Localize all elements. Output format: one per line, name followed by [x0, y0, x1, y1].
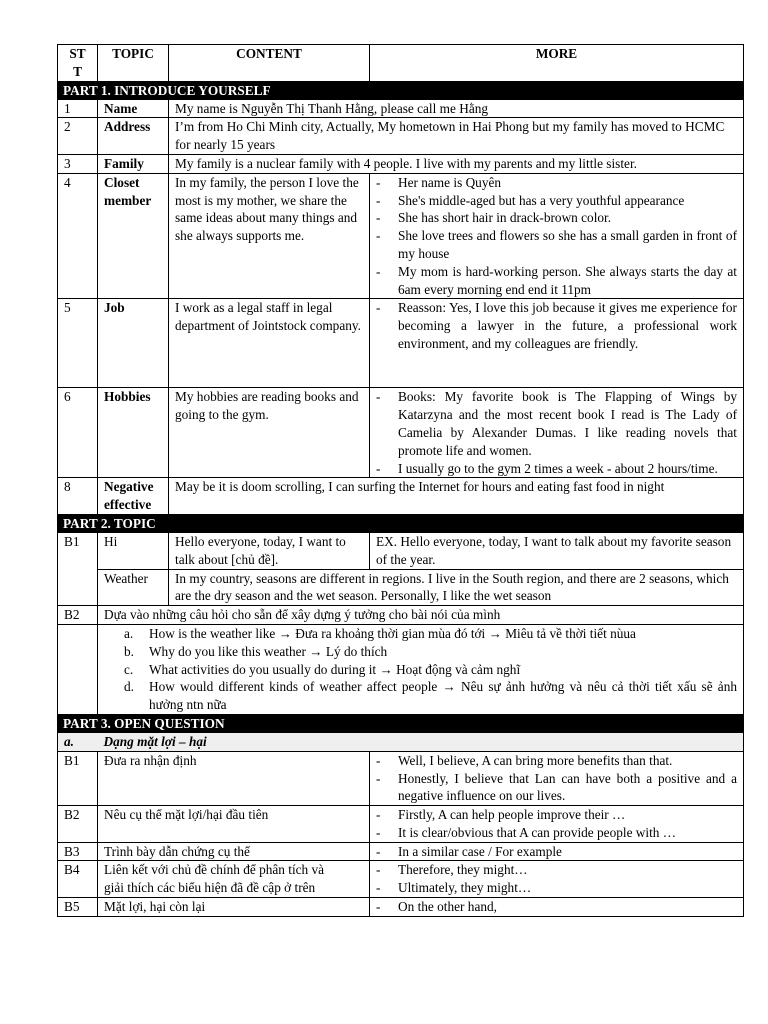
header-content: CONTENT: [169, 45, 370, 82]
list-item: - Well, I believe, A can bring more benefits than that.: [376, 752, 737, 770]
row-number: 8: [58, 478, 98, 515]
row-topic: Job: [98, 299, 169, 388]
part3-title: PART 3. OPEN QUESTION: [58, 714, 744, 732]
row-more: [370, 806, 744, 843]
list-item: - Books: My favorite book is The Flapping of Wings by Katarzyna and the most recent book I read is The Lady of Camelia by Alexander Dumas. I like reading novels that promote life and women.: [376, 388, 737, 459]
row-content: Dựa vào những câu hỏi cho sẵn để xây dựng ý tưởng cho bài nói của mình: [98, 606, 744, 625]
header-stt: ST T: [58, 45, 98, 82]
list-item: - Her name is Quyên: [376, 174, 737, 192]
more-list: [376, 843, 737, 861]
more-list: [376, 806, 737, 842]
row-more: [370, 842, 744, 861]
row-number: B5: [58, 898, 98, 917]
row-number: B4: [58, 861, 98, 898]
part3-heading-row: [58, 714, 744, 732]
list-item: - My mom is hard-working person. She always starts the day at 6am every morning end end it 11pm: [376, 263, 737, 299]
more-list: [376, 752, 737, 805]
list-item: - Firstly, A can help people improve their …: [376, 806, 737, 824]
part1-title: PART 1. INTRODUCE YOURSELF: [58, 81, 744, 99]
row-more: [370, 388, 744, 478]
row-number-empty: [58, 624, 98, 714]
row-topic: Family: [98, 154, 169, 173]
row-topic: Hobbies: [98, 388, 169, 478]
table-row: [58, 806, 744, 843]
list-item: d. How would different kinds of weather affect people → Nêu sự ảnh hưởng và nêu cả thời tiết xấu sẽ ảnh hưởng ntn nữa: [124, 679, 737, 713]
row-number: B2: [58, 606, 98, 625]
row-topic: Liên kết với chủ đề chính để phân tích và giải thích các biểu hiện đã đề cập ở trên: [98, 861, 370, 898]
row-topic: Name: [98, 99, 169, 118]
table-row: [58, 154, 744, 173]
speaking-outline-table: [57, 44, 744, 917]
more-list: [376, 299, 737, 352]
row-number: 1: [58, 99, 98, 118]
subheading-marker: a.: [58, 732, 98, 751]
list-item: - On the other hand,: [376, 898, 737, 916]
list-item: - Ultimately, they might…: [376, 879, 737, 897]
part2-title: PART 2. TOPIC: [58, 514, 744, 532]
list-item: - Reasson: Yes, I love this job because it gives me experience for becoming a lawyer in the future, a professional work environment, and my colleagues are friendly.: [376, 299, 737, 352]
list-item: - She's middle-aged but has a very youthful appearance: [376, 192, 737, 210]
row-number: B3: [58, 842, 98, 861]
row-topic: Address: [98, 118, 169, 155]
list-item: - It is clear/obvious that A can provide people with …: [376, 824, 737, 842]
row-topic: Nêu cụ thể mặt lợi/hại đầu tiên: [98, 806, 370, 843]
row-number: 6: [58, 388, 98, 478]
row-number: 3: [58, 154, 98, 173]
table-row: [58, 478, 744, 515]
table-row: [58, 173, 744, 299]
list-item: b. Why do you like this weather → Lý do thích: [124, 643, 388, 659]
list-item: - She love trees and flowers so she has a small garden in front of my house: [376, 227, 737, 263]
study-sheet: [57, 44, 743, 917]
table-row: [58, 624, 744, 714]
row-more: [370, 861, 744, 898]
row-content: I work as a legal staff in legal department of Jointstock company.: [169, 299, 370, 388]
table-row: [58, 898, 744, 917]
header-topic: TOPIC: [98, 45, 169, 82]
row-content: My name is Nguyễn Thị Thanh Hằng, please call me Hằng: [169, 99, 744, 118]
row-topic: Mặt lợi, hại còn lại: [98, 898, 370, 917]
row-content: Hello everyone, today, I want to talk about [chủ đề].: [169, 532, 370, 569]
list-item: - I usually go to the gym 2 times a week - about 2 hours/time.: [376, 460, 737, 478]
row-content: In my family, the person I love the most is my mother, we share the same ideas about many things and she always supports me.: [169, 173, 370, 299]
row-content: In my country, seasons are different in regions. I live in the South region, and there are 2 seasons, which are the dry season and the wet season. Personally, I like the wet season: [169, 569, 744, 606]
row-more: [370, 299, 744, 388]
row-more: [370, 173, 744, 299]
list-item: - Honestly, I believe that Lan can have both a positive and a negative influence on our lives.: [376, 770, 737, 806]
row-more: [370, 898, 744, 917]
row-number: B1: [58, 532, 98, 605]
list-item: - In a similar case / For example: [376, 843, 737, 861]
table-row: [58, 606, 744, 625]
table-row: [58, 299, 744, 388]
header-more: MORE: [370, 45, 744, 82]
row-content: May be it is doom scrolling, I can surfing the Internet for hours and eating fast food in night: [169, 478, 744, 515]
row-number: B1: [58, 751, 98, 805]
table-row: [58, 861, 744, 898]
table-row: [58, 842, 744, 861]
list-item: c. What activities do you usually do during it → Hoạt động và cảm nghĩ: [124, 661, 521, 677]
table-row: [58, 388, 744, 478]
table-row: [58, 569, 744, 606]
part1-heading-row: [58, 81, 744, 99]
list-item: - Therefore, they might…: [376, 861, 737, 879]
table-row: [58, 751, 744, 805]
row-topic: Trình bày dẫn chứng cụ thể: [98, 842, 370, 861]
row-topic: Hi: [98, 532, 169, 569]
table-row: [58, 99, 744, 118]
row-more: [370, 751, 744, 805]
row-more: EX. Hello everyone, today, I want to talk about my favorite season of the year.: [370, 532, 744, 569]
row-content: My hobbies are reading books and going to the gym.: [169, 388, 370, 478]
row-content: I’m from Ho Chi Minh city, Actually, My hometown in Hai Phong but my family has moved to HCMC for nearly 15 years: [169, 118, 744, 155]
table-row: [58, 532, 744, 569]
question-list-cell: [98, 624, 744, 714]
list-item: a. How is the weather like → Đưa ra khoảng thời gian mùa đó tới → Miêu tả về thời tiết nùua: [124, 625, 636, 641]
row-topic: Weather: [98, 569, 169, 606]
table-row: [58, 118, 744, 155]
more-list: [376, 174, 737, 299]
question-list: [104, 625, 737, 714]
more-list: [376, 898, 737, 916]
part3-subheading-row: [58, 732, 744, 751]
row-number: 2: [58, 118, 98, 155]
row-content: My family is a nuclear family with 4 people. I live with my parents and my little sister.: [169, 154, 744, 173]
row-number: B2: [58, 806, 98, 843]
header-row: [58, 45, 744, 82]
subheading-title: Dạng mặt lợi – hại: [98, 732, 744, 751]
part2-heading-row: [58, 514, 744, 532]
row-topic: Đưa ra nhận định: [98, 751, 370, 805]
row-number: 4: [58, 173, 98, 299]
row-topic: Negative effective: [98, 478, 169, 515]
row-topic: Closet member: [98, 173, 169, 299]
more-list: [376, 861, 737, 897]
row-number: 5: [58, 299, 98, 388]
more-list: [376, 388, 737, 477]
list-item: - She has short hair in drack-brown color.: [376, 209, 737, 227]
